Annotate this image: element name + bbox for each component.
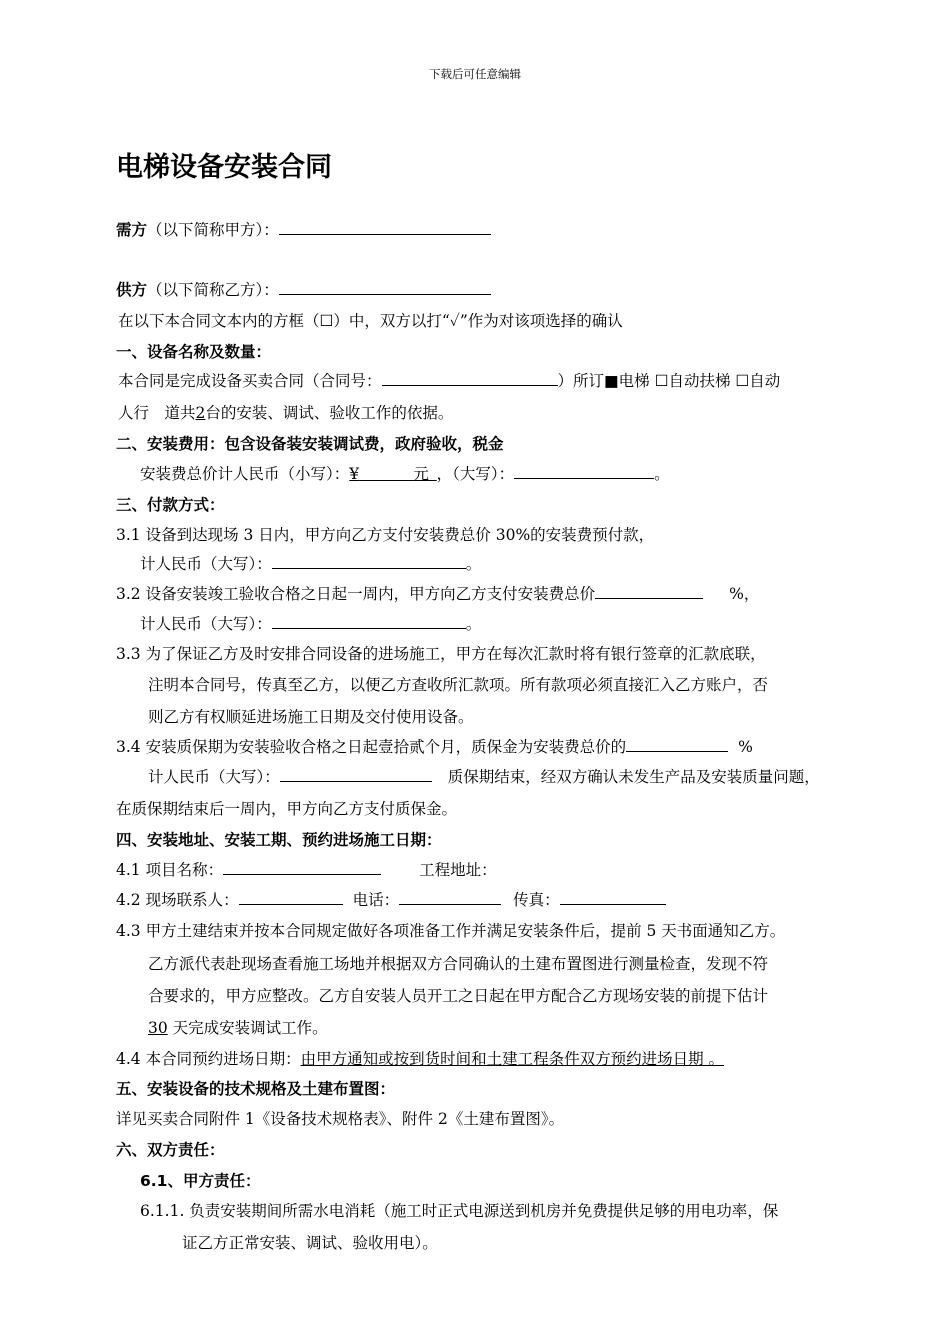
party-a-label: 需方	[116, 221, 148, 239]
party-a-blank[interactable]	[279, 219, 491, 235]
p33b: 注明本合同号，传真至乙方，以便乙方查收所汇款项。所有款项必须直接汇入乙方账户，否	[148, 676, 769, 694]
section-4-heading: 四、安装地址、安装工期、预约进场施工日期：	[116, 831, 442, 849]
s1-line-1	[118, 370, 780, 392]
phone-label: 电话：	[352, 891, 400, 909]
party-b-blank[interactable]	[279, 279, 491, 295]
p31-end: 。	[465, 555, 482, 573]
p32b-line	[140, 613, 481, 635]
fee-figure[interactable]	[349, 465, 436, 483]
intro-text: 在以下本合同文本内的方框（☐）中，双方以打“✓”作为对该项选择的确认	[118, 312, 623, 330]
p41-line	[116, 859, 497, 881]
party-b-line	[116, 279, 491, 301]
p33c: 则乙方有权顺延进场施工日期及交付使用设备。	[148, 708, 474, 726]
p34-text: 3.4 安装质保期为安装验收合格之日起壹拾贰个月，质保金为安装费总价的	[116, 738, 627, 756]
p43d-line	[148, 1017, 328, 1039]
p611a: 6.1.1. 负责安装期间所需水电消耗（施工时正式电源送到机房并免费提供足够的用电功率，保	[140, 1202, 779, 1220]
p32b-text: 计人民币（大写）：	[140, 615, 272, 633]
p611b: 证乙方正常安装、调试、验收用电）。	[182, 1234, 438, 1252]
p31-amount-blank[interactable]	[272, 553, 466, 569]
p34c-text: 质保期结束，经双方确认未发生产品及安装质量问题，	[447, 768, 820, 786]
s1-line-2	[118, 402, 453, 424]
p44-line	[116, 1048, 724, 1070]
s2-text-a: 安装费总价计人民币（小写）：	[140, 465, 350, 483]
p32-line	[116, 583, 759, 605]
section-6-1-heading: 6.1、甲方责任：	[140, 1172, 261, 1190]
install-days: 30	[148, 1019, 168, 1037]
p43a: 4.3 甲方土建结束并按本合同规定做好各项准备工作并满足安装条件后，提前 5 天书面通知乙方。	[116, 922, 786, 940]
p43c: 合要求的，甲方应整改。乙方自安装人员开工之日起在甲方配合乙方现场安装的前提下估计	[148, 987, 769, 1005]
p44-label: 4.4 本合同预约进场日期：	[116, 1050, 301, 1068]
p32-percent-blank[interactable]	[595, 583, 703, 599]
section-5-heading: 五、安装设备的技术规格及土建布置图：	[116, 1080, 396, 1098]
contract-title: 电梯设备安装合同	[116, 152, 332, 183]
contact-label: 4.2 现场联系人：	[116, 891, 239, 909]
p31b-text: 计人民币（大写）：	[140, 555, 272, 573]
p32-pct: %，	[729, 585, 760, 603]
party-b-label: 供方	[116, 281, 148, 299]
s5-text: 详见买卖合同附件 1《设备技术规格表》、附件 2《土建布置图》。	[116, 1110, 565, 1128]
p34-line	[116, 736, 753, 758]
phone-blank[interactable]	[399, 889, 501, 905]
project-address-label: 工程地址：	[419, 861, 497, 879]
s1-text-b: ）所订■电梯 ☐自动扶梯 ☐自动	[557, 372, 781, 390]
fax-label: 传真：	[513, 891, 560, 909]
p34b-text: 计人民币（大写）：	[148, 768, 280, 786]
party-a-paren: （以下简称甲方）：	[147, 221, 279, 239]
contact-blank[interactable]	[239, 889, 343, 905]
party-a-line	[116, 219, 491, 241]
fax-blank[interactable]	[560, 889, 666, 905]
s1-text-a: 本合同是完成设备买卖合同（合同号：	[118, 372, 382, 390]
p43d-text: 天完成安装调试工作。	[167, 1019, 328, 1037]
section-1-heading: 一、设备名称及数量：	[116, 343, 272, 361]
p32-text: 3.2 设备安装竣工验收合格之日起一周内，甲方向乙方支付安装费总价	[116, 585, 596, 603]
party-b-paren: （以下简称乙方）：	[147, 281, 279, 299]
yen-sign: ¥	[349, 465, 360, 483]
unit-count: 2	[195, 404, 206, 422]
contract-number-blank[interactable]	[382, 370, 558, 386]
p34d: 在质保期结束后一周内，甲方向乙方支付质保金。	[116, 800, 458, 818]
section-6-heading: 六、双方责任：	[116, 1141, 225, 1159]
s2-text-b: ，（大写）：	[436, 465, 515, 483]
s1-text-d: 台的安装、调试、验收工作的依据。	[205, 404, 454, 422]
s2-line	[140, 463, 670, 485]
p34-pct: %	[738, 738, 753, 756]
p43b: 乙方派代表赴现场查看施工场地并根据双方合同确认的土建布置图进行测量检查，发现不符	[148, 955, 769, 973]
fee-words-blank[interactable]	[514, 463, 654, 479]
section-3-heading: 三、付款方式：	[116, 496, 225, 514]
section-2-heading: 二、安装费用：包含设备装安装调试费，政府验收，税金	[116, 435, 504, 453]
p42-line	[116, 889, 666, 911]
project-name-blank[interactable]	[223, 859, 381, 875]
p34b-line	[148, 766, 820, 788]
p34-amount-blank[interactable]	[280, 766, 432, 782]
p44-value: 由甲方通知或按到货时间和土建工程条件双方预约进场日期 。	[300, 1050, 725, 1068]
yuan-unit: 元	[413, 465, 429, 483]
page-header: 下载后可任意编辑	[429, 67, 521, 81]
p31b-line	[140, 553, 481, 575]
p32-end: 。	[465, 615, 482, 633]
s1-text-c: 人行 道共	[118, 404, 196, 422]
s2-end: 。	[654, 465, 670, 483]
p33a: 3.3 为了保证乙方及时安排合同设备的进场施工，甲方在每次汇款时将有银行签章的汇款底联，	[116, 645, 766, 663]
project-name-label: 4.1 项目名称：	[116, 861, 224, 879]
p31: 3.1 设备到达现场 3 日内，甲方向乙方支付安装费总价 30%的安装费预付款，	[116, 526, 655, 544]
p34-percent-blank[interactable]	[626, 736, 728, 752]
p32-amount-blank[interactable]	[272, 613, 466, 629]
